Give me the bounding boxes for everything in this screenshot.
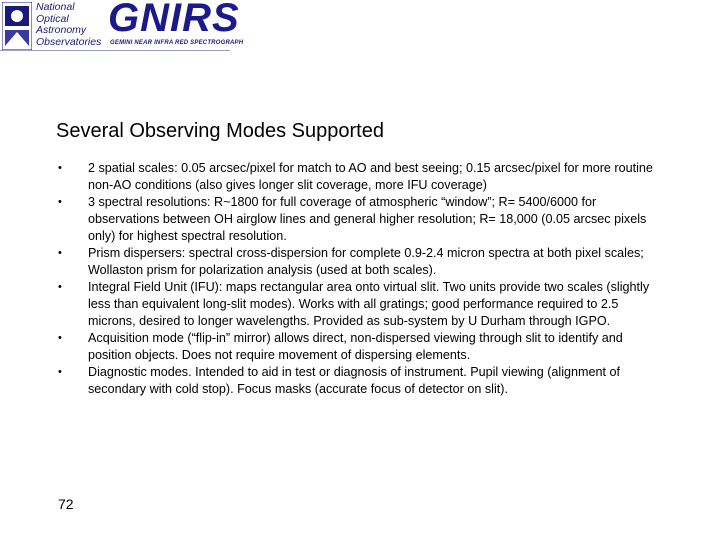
bullet-item — [58, 194, 668, 245]
bullet-text: 2 spatial scales: 0.05 arcsec/pixel for match to AO and best seeing; 0.15 arcsec/pixel for more routine non-AO conditions (also gives longer slit coverage, more IFU coverage) — [88, 161, 653, 192]
noao-line: Astronomy — [36, 24, 87, 36]
gnirs-title: GNIRS — [108, 0, 240, 40]
bullet-item — [58, 364, 668, 398]
slide-title: Several Observing Modes Supported — [56, 120, 384, 142]
bullet-item — [58, 160, 668, 194]
bullet-marker: • — [58, 281, 62, 293]
noao-logo — [2, 2, 102, 50]
bullet-item — [58, 279, 668, 330]
bullet-text: Diagnostic modes. Intended to aid in test or diagnosis of instrument. Pupil viewing (alignment of secondary with cold stop). Focus masks (accurate focus of detector on slit). — [88, 365, 621, 396]
noao-emblem-icon — [2, 2, 32, 50]
bullet-marker: • — [58, 162, 62, 174]
noao-line: National — [36, 1, 75, 13]
gnirs-subtitle: GEMINI NEAR INFRA RED SPECTROGRAPH — [110, 40, 244, 46]
bullet-text: 3 spectral resolutions: R~1800 for full coverage of atmospheric “window”; R= 5400/6000 for observations between OH airglow lines and general higher resolution; R= 18,000 (0.05 arcsec pixels only) for highest spectral resolution. — [88, 195, 647, 243]
header-divider — [0, 50, 230, 51]
bullet-marker: • — [58, 332, 62, 344]
noao-line: Optical — [36, 12, 69, 25]
bullet-text: Prism dispersers: spectral cross-dispersion for complete 0.9-2.4 micron spectra at both pixel scales; Wollaston prism for polarization analysis (used at both scales). — [88, 246, 644, 277]
noao-name — [36, 2, 101, 48]
bullet-marker: • — [58, 247, 62, 259]
page-number: 72 — [58, 496, 74, 512]
bullet-text: Integral Field Unit (IFU): maps rectangular area onto virtual slit. Two units provide two scales (slightly less than equivalent long-slit modes). Works with all gratings; good performance required to 2.5 microns, desired to longer wavelengths. Provided as sub-system by U Durham through IGPO. — [88, 280, 650, 328]
bullet-item — [58, 330, 668, 364]
bullet-item — [58, 245, 668, 279]
noao-line: Observatories — [36, 35, 102, 48]
bullet-list — [58, 160, 668, 398]
bullet-marker: • — [58, 366, 62, 378]
bullet-text: Acquisition mode (“flip-in” mirror) allows direct, non-dispersed viewing through slit to identify and position objects. Does not require movement of dispersing elements. — [88, 331, 623, 362]
bullet-marker: • — [58, 196, 62, 208]
gnirs-logo — [108, 0, 244, 50]
